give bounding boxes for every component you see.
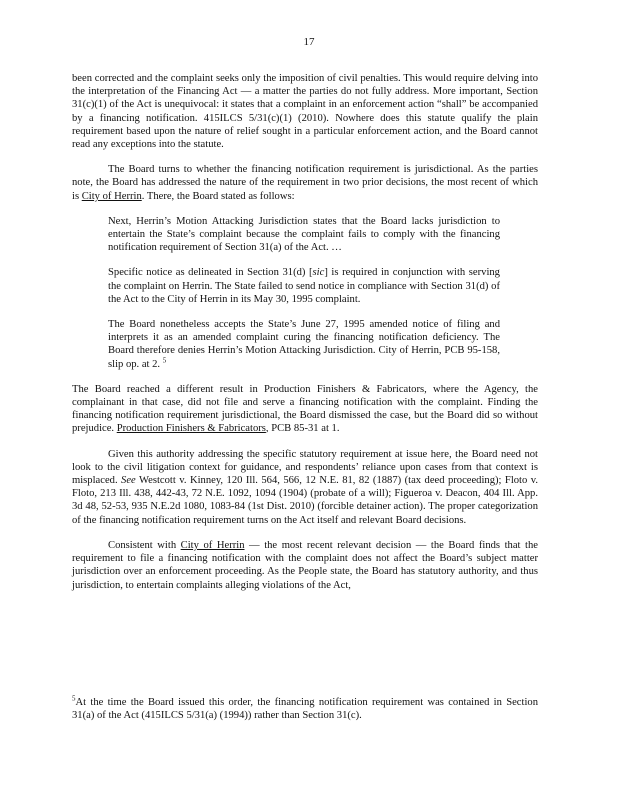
- quote-2-tail: ] is required in conjunction with serving the complaint on Herrin. The State failed to send notice in compliance with Section 31(d) of the Act to the City of Herrin in its May 30, 1995 complaint.: [108, 267, 500, 305]
- case-citation-herrin-2: City of Herrin: [180, 539, 245, 551]
- page-number: 17: [303, 36, 315, 48]
- paragraph-4: [72, 448, 538, 527]
- footnote-text: At the time the Board issued this order, the financing notification requirement was contained in Section 31(a) of the Act (415ILCS 5/31(a) (1994)) rather than Section 31(c).: [72, 697, 538, 722]
- paragraph-4-tail: Westcott v. Kinney, 120 Ill. 564, 566, 12 N.E. 81, 82 (1887) (tax deed proceeding); Floto v. Floto, 213 Ill. 438, 442-43, 72 N.E. 1092, 1094 (1904) (probate of a will); Figueroa v. Deacon, 404 Ill. App. 3d 48, 52-53, 935 N.E.2d 1080, 1083-84 (1st Dist. 2010) (forcible detainer action). The proper categorization of the financing notification requirement turns on the Act itself and relevant Board decisions.: [72, 475, 538, 526]
- paragraph-3: [72, 383, 538, 436]
- footnote: [72, 696, 538, 722]
- block-quote: [72, 215, 538, 371]
- quote-3-text: The Board nonetheless accepts the State’s June 27, 1995 amended notice of filing and interprets it as an amended complaint curing the financing notification deficiency. The Board therefore denies Herrin’s Motion Attacking Jurisdiction. City of Herrin, PCB 95-158, slip op. at 2.: [108, 319, 500, 370]
- paragraph-2: [72, 163, 538, 203]
- paragraph-3-tail: , PCB 85-31 at 1.: [265, 423, 340, 435]
- paragraph-1: been corrected and the complaint seeks only the imposition of civil penalties. This would require delving into the interpretation of the Financing Act — a matter the parties do not fully address. More important, Section 31(c)(1) of the Act is unequivocal: it states that a complaint in an enforcement action “shall” be accompanied by a financing notification. 415ILCS 5/31(c)(1) (2010). Nowhere does this statute qualify the plain requirement based upon the nature of relief sought in a particular enforcement action, and the Board cannot read any exceptions into the statute.: [72, 73, 538, 151]
- quote-paragraph-2: [108, 266, 500, 306]
- footnote-reference: 5: [162, 356, 167, 365]
- case-citation-production-finishers: Production Finishers & Fabricators: [116, 423, 266, 435]
- footnote-mark: 5: [72, 694, 76, 703]
- paragraph-4-text: Given this authority addressing the specific statutory requirement at issue here, the Board need not look to the civil litigation context for guidance, and respondents’ reliance upon cases from that context is misplaced.: [72, 448, 538, 487]
- quote-paragraph-1: Next, Herrin’s Motion Attacking Jurisdiction states that the Board lacks jurisdiction to entertain the State’s complaint because the complaint fails to comply with the financing notification requirement of Section 31(a) of the Act. …: [108, 215, 500, 254]
- paragraph-2-text: The Board turns to whether the financing notification requirement is jurisdictional. As the parties note, the Board has addressed the nature of the requirement in two prior decisions, the most recent of which is: [72, 164, 538, 202]
- quote-2-text: Specific notice as delineated in Section 31(d) [: [108, 267, 313, 279]
- quote-paragraph-3: [108, 318, 500, 371]
- paragraph-2-tail: . There, the Board stated as follows:: [141, 190, 295, 202]
- see-signal: See: [121, 475, 136, 487]
- paragraph-5: [72, 539, 538, 592]
- paragraph-5-tail: — the most recent relevant decision — the Board finds that the requirement to file a financing notification with the complaint does not affect the Board’s subject matter jurisdiction over an enforcement proceeding. As the People state, the Board has statutory authority, and thus jurisdiction, to entertain complaints alleging violations of the Act,: [72, 539, 538, 591]
- paragraph-5-text: Consistent with: [108, 539, 181, 551]
- paragraph-3-text: The Board reached a different result in Production Finishers & Fabricators, where the Agency, the complainant in that case, did not file and serve a financing notification with the complaint. Finding the financing notification requirement jurisdictional, the Board dismissed the case, but the Board did so without prejudice.: [72, 383, 538, 435]
- case-citation-herrin: City of Herrin: [81, 190, 142, 202]
- sic-marker: sic: [312, 267, 325, 279]
- document-body: [72, 72, 538, 604]
